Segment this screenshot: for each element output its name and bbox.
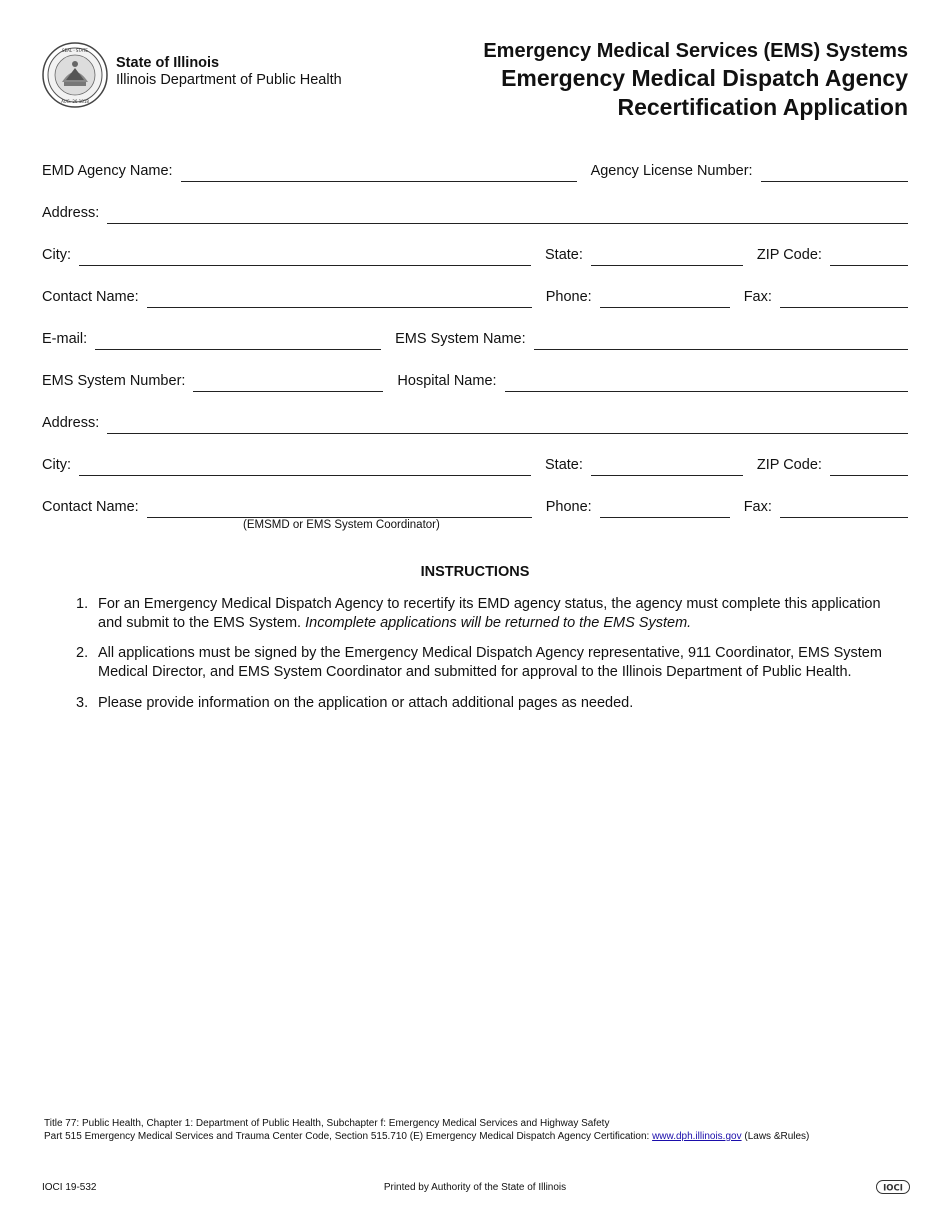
title-line-2: Emergency Medical Dispatch Agency <box>501 65 908 91</box>
form-row-email <box>42 328 908 350</box>
instruction-text: Please provide information on the application or attach additional pages as needed. <box>98 695 634 711</box>
input-zip[interactable] <box>830 248 908 266</box>
label-contact-name-2: Contact Name: <box>42 499 139 515</box>
department-name: Illinois Department of Public Health <box>116 72 342 88</box>
input-state[interactable] <box>591 248 743 266</box>
form-row-contact-2 <box>42 496 908 518</box>
input-contact-name[interactable] <box>147 290 532 308</box>
label-state-2: State: <box>545 457 583 473</box>
form-row-contact <box>42 286 908 308</box>
contact-sublabel: (EMSMD or EMS System Coordinator) <box>243 519 440 531</box>
idph-website-link[interactable]: www.dph.illinois.gov <box>652 1131 742 1142</box>
label-email: E-mail: <box>42 331 88 347</box>
label-zip: ZIP Code: <box>756 247 822 263</box>
label-city-2: City: <box>42 457 71 473</box>
label-emd-agency-name: EMD Agency Name: <box>42 163 173 179</box>
svg-text:AUG. 26 1818: AUG. 26 1818 <box>61 99 89 104</box>
input-state-2[interactable] <box>591 458 743 476</box>
input-hospital-name[interactable] <box>505 374 908 392</box>
label-address-2: Address: <box>42 415 100 431</box>
label-city: City: <box>42 247 71 263</box>
label-address: Address: <box>42 205 100 221</box>
label-hospital-name: Hospital Name: <box>397 373 497 389</box>
input-emd-agency-name[interactable] <box>181 164 577 182</box>
input-phone-2[interactable] <box>600 500 730 518</box>
instruction-italic-note: Incomplete applications will be returned to the EMS System. <box>305 614 692 631</box>
label-phone: Phone: <box>545 289 592 305</box>
legal-reference-1: Title 77: Public Health, Chapter 1: Department of Public Health, Subchapter f: Emergency Medical Services and Highway Safety <box>44 1118 610 1129</box>
instruction-item <box>76 694 896 713</box>
document-title <box>483 38 908 122</box>
svg-text:SEAL · STATE: SEAL · STATE <box>62 48 88 53</box>
instruction-item <box>76 644 896 681</box>
form-row-city <box>42 244 908 266</box>
instructions-title: INSTRUCTIONS <box>420 564 530 580</box>
instruction-number: 2. <box>76 645 89 661</box>
input-agency-license-number[interactable] <box>761 164 908 182</box>
ioci-logo-icon <box>876 1180 910 1194</box>
label-ems-system-number: EMS System Number: <box>42 373 186 389</box>
input-city-2[interactable] <box>79 458 531 476</box>
input-ems-system-number[interactable] <box>193 374 383 392</box>
instruction-text: All applications must be signed by the Emergency Medical Dispatch Agency representative, 911 Coordinator, EMS System Medical Director, and EMS System Coordinator and submitted for approval to the Illinois Department of Public Health. <box>98 645 882 680</box>
input-city[interactable] <box>79 248 531 266</box>
printed-by: Printed by Authority of the State of Illinois <box>383 1182 567 1193</box>
label-state: State: <box>545 247 583 263</box>
form-row-agency <box>42 160 908 182</box>
state-seal-icon <box>42 42 108 108</box>
instruction-number: 3. <box>76 695 89 711</box>
legal-reference-text: Part 515 Emergency Medical Services and Trauma Center Code, Section 515.710 (E) Emergency Medical Dispatch Agency Certification: <box>44 1131 650 1142</box>
label-fax-2: Fax: <box>743 499 772 515</box>
form-id: IOCI 19-532 <box>42 1182 97 1193</box>
form-row-address <box>42 202 908 224</box>
label-agency-license-number: Agency License Number: <box>590 163 753 179</box>
input-contact-name-2[interactable] <box>147 500 532 518</box>
instruction-item <box>76 595 896 632</box>
title-line-3: Recertification Application <box>617 94 908 120</box>
input-zip-2[interactable] <box>830 458 908 476</box>
agency-block <box>116 55 342 89</box>
label-contact-name: Contact Name: <box>42 289 139 305</box>
input-ems-system-name[interactable] <box>534 332 908 350</box>
input-phone[interactable] <box>600 290 730 308</box>
state-name: State of Illinois <box>116 55 220 71</box>
ioci-logo-text: IOCI <box>883 1183 903 1194</box>
label-ems-system-name: EMS System Name: <box>395 331 526 347</box>
instruction-number: 1. <box>76 596 89 612</box>
input-address-2[interactable] <box>107 416 908 434</box>
input-fax-2[interactable] <box>780 500 908 518</box>
input-address[interactable] <box>107 206 908 224</box>
form-row-address-2 <box>42 412 908 434</box>
label-fax: Fax: <box>743 289 772 305</box>
label-phone-2: Phone: <box>545 499 592 515</box>
legal-reference-suffix: (Laws &Rules) <box>744 1131 810 1142</box>
title-line-1: Emergency Medical Services (EMS) Systems <box>483 40 908 62</box>
form-row-city-2 <box>42 454 908 476</box>
input-fax[interactable] <box>780 290 908 308</box>
legal-reference-2 <box>44 1130 809 1143</box>
instruction-text: For an Emergency Medical Dispatch Agency to recertify its EMD agency status, the agency must complete this application and submit to the EMS System. <box>98 596 881 631</box>
label-zip-2: ZIP Code: <box>756 457 822 473</box>
input-email[interactable] <box>95 332 381 350</box>
form-row-ems-number <box>42 370 908 392</box>
